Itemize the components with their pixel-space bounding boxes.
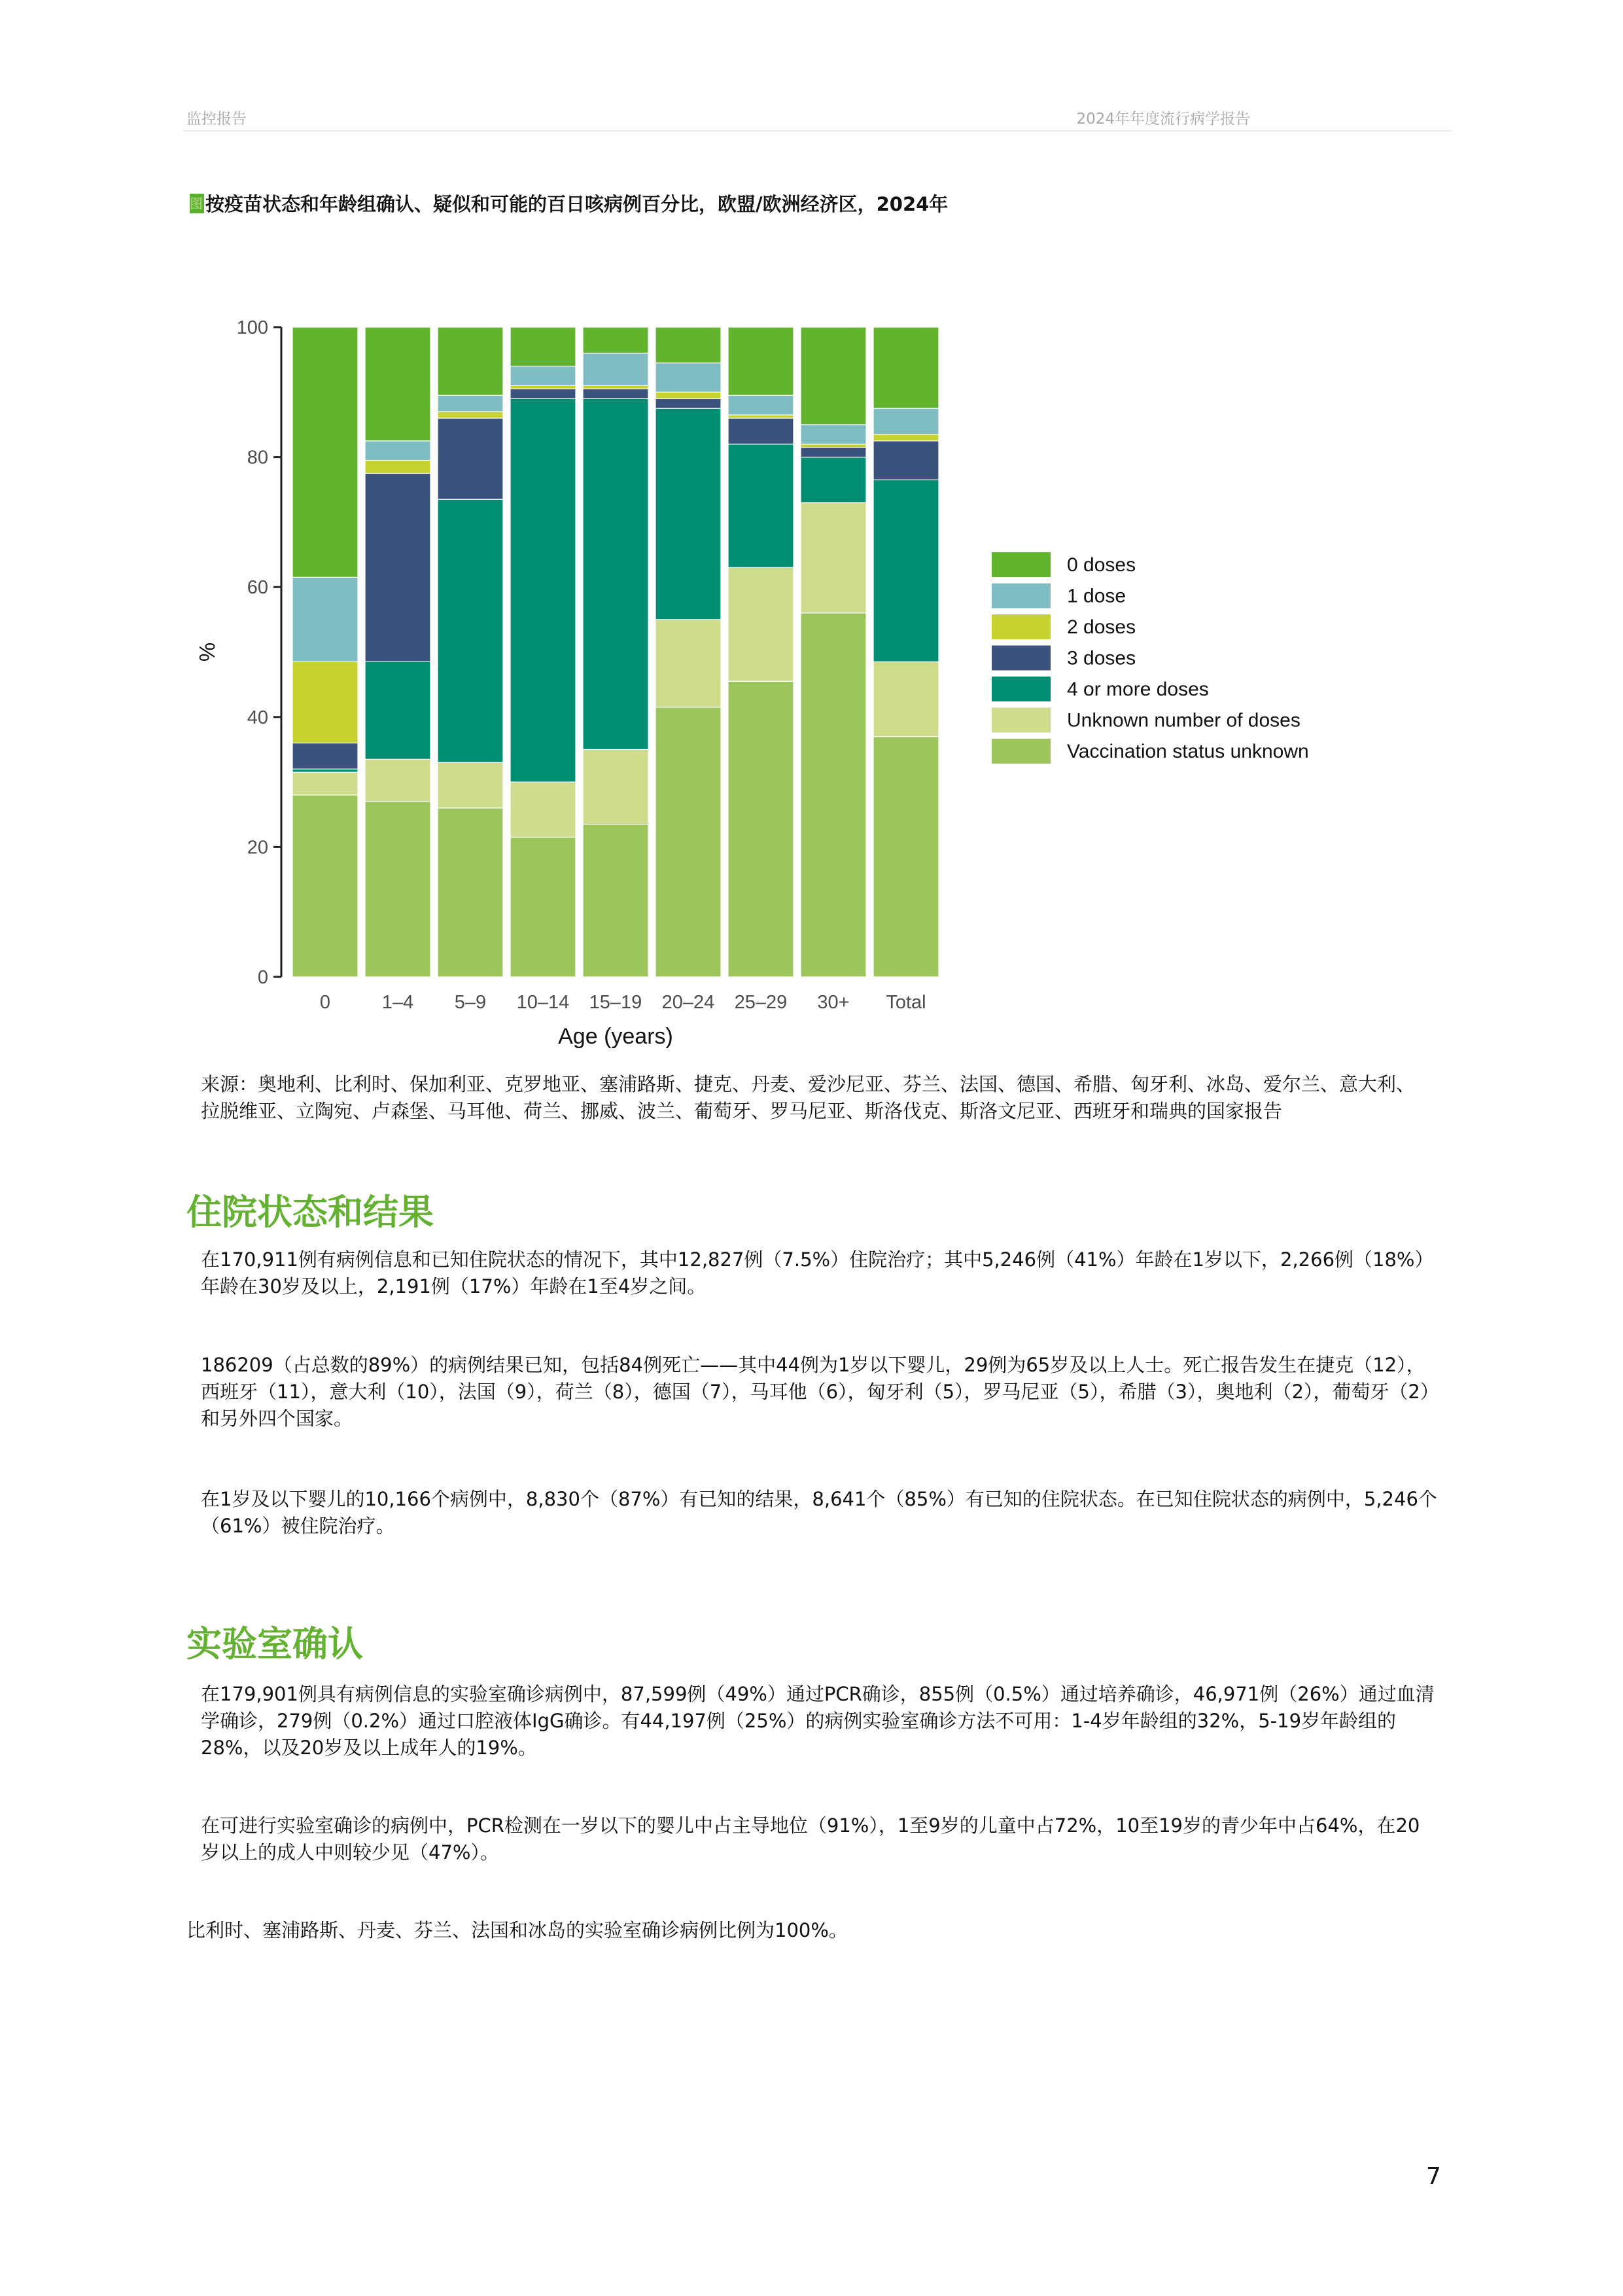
x-axis-label: Age (years) [558,1024,673,1049]
bar-segment [438,327,503,395]
bar-segment [583,824,648,977]
y-tick-label: 100 [236,317,268,338]
bar-segment [510,366,576,386]
header-rule [183,130,1452,132]
bar-segment [801,503,866,613]
x-tick-label: 20–24 [661,992,715,1013]
bar-segment [438,808,503,977]
bar-segment [801,327,866,425]
bar-segment [655,327,721,363]
bar-segment [873,441,939,480]
bar-segment [801,425,866,444]
bar-segment [728,415,794,418]
bar-segment [873,480,939,662]
bar-segment [438,762,503,808]
bar-segment [655,408,721,620]
legend-swatch [992,677,1051,701]
bar-segment [365,662,430,759]
y-tick-label: 80 [247,447,268,468]
legend-label: 3 doses [1067,647,1136,669]
bar-segment [292,795,358,977]
y-tick-label: 60 [247,577,268,599]
legend-label: Unknown number of doses [1067,709,1300,732]
bar-segment [655,707,721,977]
stacked-bar-chart [190,301,1367,1053]
bar-segment [510,782,576,837]
header-right: 2024年年度流行病学报告 [1076,111,1250,128]
bar-segment [583,385,648,389]
legend-swatch [992,739,1051,764]
bar-segment [873,434,939,441]
bar-segment [510,389,576,398]
bar-segment [510,398,576,782]
y-axis-label: % [195,642,219,662]
bar-segment [801,613,866,977]
x-tick-label: Total [886,992,926,1013]
legend-label: 0 doses [1067,554,1136,576]
x-tick-label: 15–19 [589,992,642,1013]
page-number: 7 [1426,2163,1441,2190]
bar-segment [655,392,721,398]
paragraph: 在179,901例具有病例信息的实验室确诊病例中，87,599例（49%）通过PCR确诊，855例（0.5%）通过培养确诊，46,971例（26%）通过血清学确诊，279例（0.2%）通过口腔液体IgG确诊。有44,197例（25%）的病例实验室确诊方法不可用：1-4岁年龄组的32%，5-19岁年龄组的28%，以及20岁及以上成年人的19%。 [201,1683,1435,1759]
x-tick-label: 25–29 [734,992,788,1013]
bar-segment [292,577,358,662]
bar-segment [438,418,503,499]
bar-segment [728,327,794,395]
source-note: 来源：奥地利、比利时、保加利亚、克罗地亚、塞浦路斯、捷克、丹麦、爱沙尼亚、芬兰、法国、德国、希腊、匈牙利、冰岛、爱尔兰、意大利、拉脱维亚、立陶宛、卢森堡、马耳他、荷兰、挪威、波兰、葡萄牙、罗马尼亚、斯洛伐克、斯洛文尼亚、西班牙和瑞典的国家报告 [201,1073,1416,1122]
bar-segment [801,448,866,457]
paragraph: 比利时、塞浦路斯、丹麦、芬兰、法国和冰岛的实验室确诊病例比例为100%。 [186,1919,848,1941]
figure-caption-text: 按疫苗状态和年龄组确认、疑似和可能的百日咳病例百分比，欧盟/欧洲经济区，2024年 [205,193,949,215]
x-tick-label: 10–14 [516,992,570,1013]
legend-label: 1 dose [1067,585,1126,607]
bar-segment [583,398,648,749]
paragraph: 在170,911例有病例信息和已知住院状态的情况下，其中12,827例（7.5%）住院治疗；其中5,246例（41%）年龄在1岁以下，2,266例（18%）年龄在30岁及以上，2,191例（17%）年龄在1至4岁之间。 [201,1248,1434,1298]
bar-segment [583,389,648,398]
bar-segment [873,662,939,736]
bar-segment [510,327,576,366]
paragraph: 在1岁及以下婴儿的10,166个病例中，8,830个（87%）有已知的结果，8,641个（85%）有已知的住院状态。在已知住院状态的病例中，5,246个（61%）被住院治疗。 [201,1488,1437,1537]
bar-segment [655,398,721,408]
legend-label: Vaccination status unknown [1067,741,1309,762]
legend-swatch [992,614,1051,639]
bar-segment [292,743,358,769]
bar-segment [873,408,939,434]
bar-segment [365,802,430,977]
legend-swatch [992,552,1051,577]
legend-swatch [992,708,1051,733]
bar-segment [728,418,794,444]
y-tick-label: 40 [247,707,268,728]
figure-label: 图 [190,194,204,213]
bar-segment [873,737,939,977]
bar-segment [438,499,503,762]
bar-segment [510,838,576,977]
bar-segment [873,327,939,408]
bar-segment [365,441,430,461]
bar-segment [655,620,721,707]
bar-segment [292,327,358,577]
bar-segment [655,363,721,393]
bar-segment [728,567,794,681]
bar-segment [365,461,430,474]
bar-segment [292,769,358,772]
bar-segment [438,395,503,412]
bar-segment [583,353,648,386]
bar-segment [365,759,430,802]
bar-segment [583,749,648,824]
paragraph: 186209（占总数的89%）的病例结果已知，包括84例死亡——其中44例为1岁以下婴儿，29例为65岁及以上人士。死亡报告发生在捷克（12），西班牙（11），意大利（10），法国（9），荷兰（8），德国（7），马耳他（6），匈牙利（5），罗马尼亚（5），希腊（3），奥地利（2），葡萄牙（2）和另外四个国家。 [201,1354,1430,1430]
bar-segment [438,412,503,418]
bar-segment [365,327,430,441]
bar-segment [801,457,866,503]
bar-segment [728,395,794,415]
bar-segment [510,385,576,389]
bar-segment [728,444,794,568]
x-tick-label: 0 [319,992,331,1013]
bar-segment [292,662,358,743]
x-tick-label: 5–9 [454,992,487,1013]
section-title-lab: 实验室确认 [186,1623,363,1665]
bar-segment [801,444,866,448]
x-tick-label: 1–4 [381,992,414,1013]
header-left: 监控报告 [186,111,247,128]
section-title-hospital: 住院状态和结果 [186,1192,434,1233]
x-tick-label: 30+ [817,992,850,1013]
legend-label: 2 doses [1067,616,1136,638]
y-tick-label: 20 [247,837,268,858]
bar-segment [728,681,794,977]
bar-segment [583,327,648,353]
legend-label: 4 or more doses [1067,679,1209,700]
bar-segment [292,772,358,795]
y-tick-label: 0 [257,967,268,988]
figure-caption [190,190,948,217]
paragraph: 在可进行实验室确诊的病例中，PCR检测在一岁以下的婴儿中占主导地位（91%），1至9岁的儿童中占72%，10至19岁的青少年中占64%，在20岁以上的成人中则较少见（47%）。 [201,1814,1420,1863]
legend-swatch [992,646,1051,671]
bar-segment [365,473,430,662]
legend-swatch [992,584,1051,609]
